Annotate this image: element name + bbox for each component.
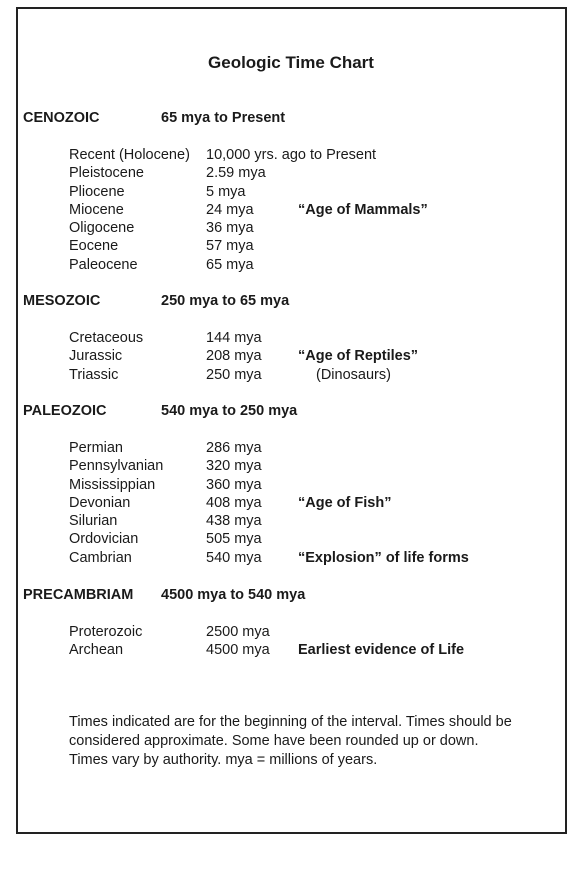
period-name: Silurian xyxy=(69,513,118,530)
period-name: Archean xyxy=(69,642,124,659)
era-header xyxy=(23,403,543,423)
period-time: 144 mya xyxy=(206,330,262,346)
period-time: 24 mya xyxy=(206,201,254,218)
period-time: 57 mya xyxy=(206,238,254,255)
period-time: 2500 mya xyxy=(206,624,270,640)
period-row xyxy=(23,147,543,165)
period-row xyxy=(23,458,543,476)
period-row xyxy=(23,440,543,458)
period-time: 505 mya xyxy=(206,531,262,548)
period-row xyxy=(23,624,543,642)
period-time: 438 mya xyxy=(206,513,262,530)
period-time: 36 mya xyxy=(206,220,254,237)
period-name: Cretaceous xyxy=(69,330,144,346)
period-row xyxy=(23,367,543,385)
period-row xyxy=(23,531,543,549)
period-note: Earliest evidence of Life xyxy=(298,642,465,659)
era-range: 4500 mya to 540 mya xyxy=(161,587,306,603)
era-name: MESOZOIC xyxy=(23,293,101,309)
period-name: Triassic xyxy=(69,366,119,383)
period-row xyxy=(23,348,543,366)
period-row xyxy=(23,642,543,660)
period-time: 10,000 yrs. ago to Present xyxy=(206,147,377,163)
period-name: Pennsylvanian xyxy=(69,458,164,475)
period-row xyxy=(23,184,543,202)
era-range: 65 mya to Present xyxy=(161,110,286,126)
period-row xyxy=(23,165,543,183)
era-section-cenozoic xyxy=(23,110,543,275)
era-header xyxy=(23,110,543,130)
period-list xyxy=(23,624,543,661)
era-header xyxy=(23,587,543,607)
period-row xyxy=(23,330,543,348)
period-name: Eocene xyxy=(69,238,119,255)
period-time: 4500 mya xyxy=(206,642,270,659)
period-time: 286 mya xyxy=(206,440,262,456)
period-name: Permian xyxy=(69,440,123,456)
period-time: 65 mya xyxy=(206,256,254,273)
era-name: CENOZOIC xyxy=(23,110,100,126)
era-name: PALEOZOIC xyxy=(23,403,107,419)
period-note: “Age of Reptiles” xyxy=(298,348,419,365)
period-name: Miocene xyxy=(69,201,124,218)
period-list xyxy=(23,330,543,385)
period-row xyxy=(23,477,543,495)
period-name: Cambrian xyxy=(69,549,132,566)
period-time: 250 mya xyxy=(206,366,262,383)
period-time: 208 mya xyxy=(206,348,262,365)
era-range: 540 mya to 250 mya xyxy=(161,403,298,419)
period-note: “Explosion” of life forms xyxy=(298,549,469,566)
period-note: “Age of Fish” xyxy=(298,494,392,511)
era-section-mesozoic xyxy=(23,293,543,385)
period-name: Proterozoic xyxy=(69,624,143,640)
page-title: Geologic Time Chart xyxy=(208,53,374,72)
period-row xyxy=(23,220,543,238)
period-row xyxy=(23,202,543,220)
period-name: Oligocene xyxy=(69,220,135,237)
footnote: Times indicated are for the beginning of the interval. Times should be considered approximate. Some have been rounded up or down. Times vary by authority. mya = millions of years. xyxy=(69,714,512,768)
period-time: 408 mya xyxy=(206,494,262,511)
period-name: Pliocene xyxy=(69,183,125,200)
period-time: 540 mya xyxy=(206,549,262,566)
period-list xyxy=(23,147,543,275)
period-row xyxy=(23,238,543,256)
period-row xyxy=(23,513,543,531)
period-list xyxy=(23,440,543,568)
period-name: Paleocene xyxy=(69,256,138,273)
period-name: Mississippian xyxy=(69,476,156,493)
period-name: Jurassic xyxy=(69,348,123,365)
period-time: 2.59 mya xyxy=(206,165,266,182)
period-time: 320 mya xyxy=(206,458,262,475)
period-name: Devonian xyxy=(69,494,131,511)
period-time: 360 mya xyxy=(206,476,262,493)
era-name: PRECAMBRIAM xyxy=(23,587,134,603)
period-name: Ordovician xyxy=(69,531,139,548)
period-subnote: (Dinosaurs) xyxy=(316,366,391,383)
period-row xyxy=(23,550,543,568)
era-header xyxy=(23,293,543,313)
era-range: 250 mya to 65 mya xyxy=(161,293,290,309)
era-section-paleozoic xyxy=(23,403,543,568)
era-section-precambriam xyxy=(23,587,543,661)
period-note: “Age of Mammals” xyxy=(298,201,428,218)
period-row xyxy=(23,257,543,275)
period-row xyxy=(23,495,543,513)
period-name: Pleistocene xyxy=(69,165,144,182)
period-time: 5 mya xyxy=(206,183,246,200)
period-name: Recent (Holocene) xyxy=(69,147,190,163)
